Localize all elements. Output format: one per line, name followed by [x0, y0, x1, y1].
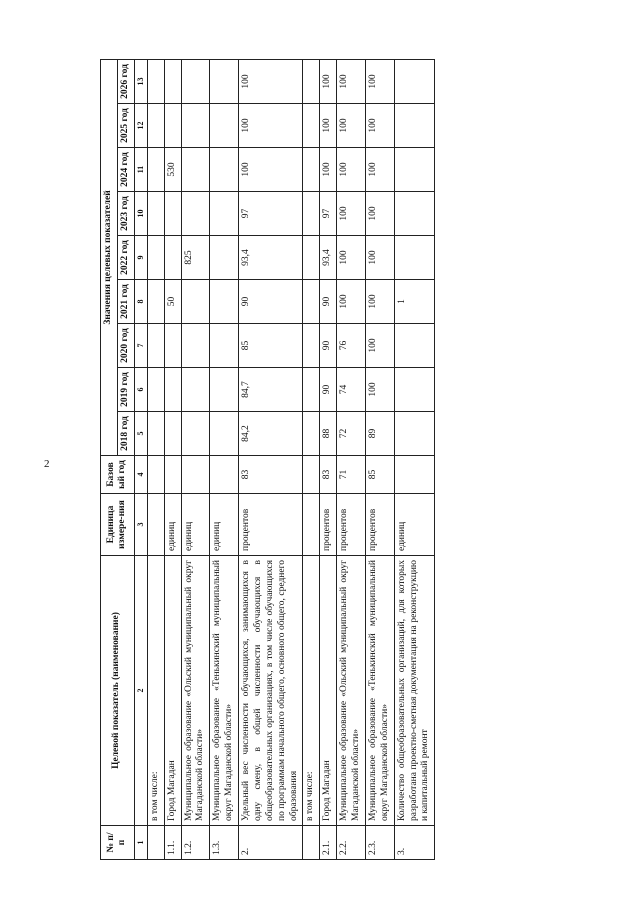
value-cell: [210, 148, 239, 192]
value-cell: 85: [239, 324, 303, 368]
value-cell: [303, 192, 320, 236]
value-cell: [147, 280, 164, 324]
row-number: 2.3.: [365, 826, 394, 860]
row-number: 1.3.: [210, 826, 239, 860]
value-cell: 97: [320, 192, 337, 236]
value-cell: [210, 59, 239, 103]
value-cell: 89: [365, 412, 394, 456]
value-cell: 100: [365, 280, 394, 324]
value-cell: [164, 368, 181, 412]
value-cell: [181, 412, 210, 456]
value-cell: [147, 412, 164, 456]
value-cell: [164, 236, 181, 280]
header-year: 2023 год: [117, 192, 134, 236]
value-cell: 100: [365, 104, 394, 148]
value-cell: [394, 104, 435, 148]
value-cell: 93,4: [239, 236, 303, 280]
value-cell: [394, 59, 435, 103]
value-cell: [147, 368, 164, 412]
value-cell: [181, 368, 210, 412]
value-cell: 100: [337, 236, 366, 280]
value-cell: 100: [239, 148, 303, 192]
value-cell: 84,7: [239, 368, 303, 412]
value-cell: [303, 104, 320, 148]
table-row: [147, 59, 164, 859]
unit-cell: единиц: [181, 494, 210, 556]
value-cell: [210, 192, 239, 236]
value-cell: 100: [365, 324, 394, 368]
row-number: 1.1.: [164, 826, 181, 860]
value-cell: 90: [320, 368, 337, 412]
indicator-name: Муниципальное образование «Тенькинский муниципальный округ Магаданской области»: [210, 556, 239, 826]
value-cell: [164, 412, 181, 456]
value-cell: [181, 104, 210, 148]
value-cell: [210, 412, 239, 456]
column-number: 10: [134, 192, 147, 236]
value-cell: 100: [337, 104, 366, 148]
header-year: 2026 год: [117, 59, 134, 103]
table-row: [320, 59, 337, 859]
value-cell: 825: [181, 236, 210, 280]
value-cell: [164, 192, 181, 236]
base-year-cell: 71: [337, 456, 366, 494]
value-cell: 100: [337, 148, 366, 192]
row-number: 3.: [394, 826, 435, 860]
value-cell: [394, 148, 435, 192]
column-number: 12: [134, 104, 147, 148]
unit-cell: процентов: [337, 494, 366, 556]
table-row: [394, 59, 435, 859]
rotated-table-wrapper: [100, 60, 570, 860]
value-cell: [210, 280, 239, 324]
indicator-name: Удельный вес численности обучающихся, занимающихся в одну смену, в общей численности обучающихся в общеобразовательных организациях, в том числе обучающихся по программам начального общего, основного общего, среднего образования: [239, 556, 303, 826]
column-number: 6: [134, 368, 147, 412]
column-number: 8: [134, 280, 147, 324]
column-number: 13: [134, 59, 147, 103]
unit-cell: единиц: [394, 494, 435, 556]
value-cell: 100: [320, 104, 337, 148]
value-cell: [164, 104, 181, 148]
header-year: 2024 год: [117, 148, 134, 192]
value-cell: 100: [365, 192, 394, 236]
value-cell: [210, 236, 239, 280]
value-cell: [303, 412, 320, 456]
header-base-year: Базов ый год: [101, 456, 135, 494]
header-year: 2020 год: [117, 324, 134, 368]
table-row: [210, 59, 239, 859]
indicator-name: Муниципальное образование «Ольский муниципальный округ Магаданской области»: [181, 556, 210, 826]
value-cell: [303, 236, 320, 280]
table-row: [337, 59, 366, 859]
value-cell: [303, 148, 320, 192]
unit-cell: единиц: [164, 494, 181, 556]
column-number: 9: [134, 236, 147, 280]
value-cell: [394, 324, 435, 368]
header-year: 2019 год: [117, 368, 134, 412]
value-cell: [181, 59, 210, 103]
indicator-name: Количество общеобразовательных организаций, для которых разработана проектно-сметная документация на реконструкцию и капитальный ремонт: [394, 556, 435, 826]
column-number: 5: [134, 412, 147, 456]
base-year-cell: 85: [365, 456, 394, 494]
base-year-cell: [181, 456, 210, 494]
indicator-name: Муниципальное образование «Тенькинский муниципальный округ Магаданской области»: [365, 556, 394, 826]
value-cell: 100: [365, 148, 394, 192]
value-cell: [181, 192, 210, 236]
target-indicators-table: [100, 59, 435, 860]
value-cell: [181, 148, 210, 192]
value-cell: 93,4: [320, 236, 337, 280]
value-cell: [394, 368, 435, 412]
row-number: 2.1.: [320, 826, 337, 860]
header-year: 2018 год: [117, 412, 134, 456]
table-row: [239, 59, 303, 859]
row-number: 2.2.: [337, 826, 366, 860]
value-cell: [303, 59, 320, 103]
row-number: [147, 826, 164, 860]
column-number: 1: [134, 826, 147, 860]
indicator-name: Город Магадан: [320, 556, 337, 826]
value-cell: 50: [164, 280, 181, 324]
unit-cell: [303, 494, 320, 556]
column-number: 4: [134, 456, 147, 494]
value-cell: [147, 192, 164, 236]
header-unit: Единица измере-ния: [101, 494, 135, 556]
table-row: [303, 59, 320, 859]
base-year-cell: [210, 456, 239, 494]
value-cell: 74: [337, 368, 366, 412]
value-cell: 97: [239, 192, 303, 236]
value-cell: [181, 324, 210, 368]
column-number: 2: [134, 556, 147, 826]
value-cell: 100: [365, 368, 394, 412]
unit-cell: процентов: [239, 494, 303, 556]
value-cell: 72: [337, 412, 366, 456]
value-cell: [147, 324, 164, 368]
row-number: 1.2.: [181, 826, 210, 860]
value-cell: 100: [320, 59, 337, 103]
column-number: 11: [134, 148, 147, 192]
value-cell: [210, 104, 239, 148]
value-cell: [210, 324, 239, 368]
value-cell: 100: [365, 59, 394, 103]
value-cell: 88: [320, 412, 337, 456]
base-year-cell: [394, 456, 435, 494]
base-year-cell: [303, 456, 320, 494]
value-cell: [147, 104, 164, 148]
base-year-cell: [147, 456, 164, 494]
value-cell: [303, 324, 320, 368]
value-cell: [303, 368, 320, 412]
value-cell: [164, 324, 181, 368]
base-year-cell: 83: [320, 456, 337, 494]
indicator-name: в том числе:: [147, 556, 164, 826]
unit-cell: процентов: [365, 494, 394, 556]
value-cell: 1: [394, 280, 435, 324]
table-row: [181, 59, 210, 859]
indicator-name: Город Магадан: [164, 556, 181, 826]
row-number: [303, 826, 320, 860]
value-cell: [394, 412, 435, 456]
unit-cell: [147, 494, 164, 556]
value-cell: [394, 192, 435, 236]
value-cell: 530: [164, 148, 181, 192]
value-cell: [147, 148, 164, 192]
value-cell: 90: [320, 324, 337, 368]
table-row: [164, 59, 181, 859]
value-cell: 100: [320, 148, 337, 192]
column-number: 7: [134, 324, 147, 368]
indicator-name: в том числе:: [303, 556, 320, 826]
page-number: 2: [44, 458, 50, 470]
table-row: [365, 59, 394, 859]
header-year: 2025 год: [117, 104, 134, 148]
value-cell: 90: [320, 280, 337, 324]
value-cell: 100: [239, 59, 303, 103]
value-cell: 100: [239, 104, 303, 148]
header-year: 2021 год: [117, 280, 134, 324]
value-cell: 100: [337, 192, 366, 236]
value-cell: 100: [337, 59, 366, 103]
value-cell: [147, 236, 164, 280]
column-number: 3: [134, 494, 147, 556]
row-number: 2.: [239, 826, 303, 860]
value-cell: 90: [239, 280, 303, 324]
base-year-cell: [164, 456, 181, 494]
base-year-cell: 83: [239, 456, 303, 494]
value-cell: [303, 280, 320, 324]
header-indicator: Целевой показатель (наименование): [101, 556, 135, 826]
indicator-name: Муниципальное образование «Ольский муниципальный округ Магаданской области»: [337, 556, 366, 826]
value-cell: [147, 59, 164, 103]
unit-cell: единиц: [210, 494, 239, 556]
unit-cell: процентов: [320, 494, 337, 556]
header-year: 2022 год: [117, 236, 134, 280]
value-cell: [181, 280, 210, 324]
value-cell: [164, 59, 181, 103]
value-cell: [394, 236, 435, 280]
value-cell: 100: [337, 280, 366, 324]
header-num: № п/п: [101, 826, 135, 860]
header-values-group: Значения целевых показателей: [101, 59, 118, 455]
value-cell: [210, 368, 239, 412]
value-cell: 76: [337, 324, 366, 368]
value-cell: 84,2: [239, 412, 303, 456]
value-cell: 100: [365, 236, 394, 280]
